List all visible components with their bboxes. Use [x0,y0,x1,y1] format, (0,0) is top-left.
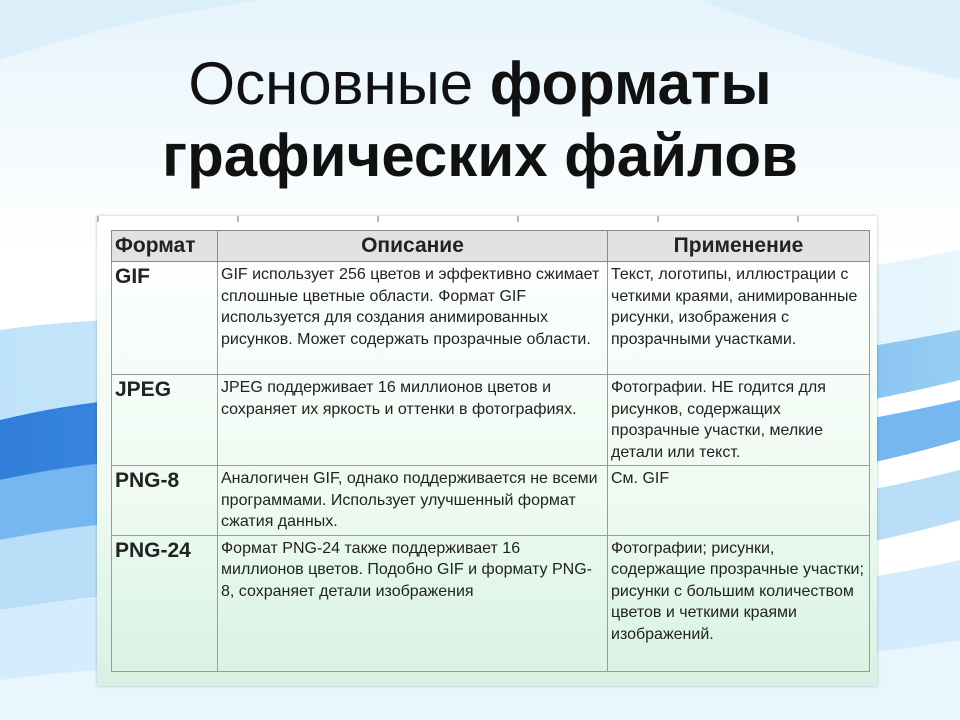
title-line-1 [0,48,960,120]
description-cell: Формат PNG-24 также поддерживает 16 миллионов цветов. Подобно GIF и формату PNG-8, сохраняет детали изображения [218,535,608,671]
application-cell: См. GIF [608,466,870,536]
table-header-row [112,231,870,262]
header-description: Описание [218,231,608,262]
table-row [112,466,870,536]
table-row [112,535,870,671]
formats-table [111,230,870,672]
slide-title [0,48,960,192]
table-panel [97,216,877,686]
format-cell: PNG-8 [112,466,218,536]
header-format: Формат [112,231,218,262]
description-cell: JPEG поддерживает 16 миллионов цветов и сохраняет их яркость и оттенки в фотографиях. [218,375,608,466]
application-cell: Текст, логотипы, иллюстрации с четкими краями, анимированные рисунки, изображения с прозрачными участками. [608,262,870,375]
title-line-2: графических файлов [162,122,798,189]
application-cell: Фотографии; рисунки, содержащие прозрачные участки; рисунки с большим количеством цветов и четкими краями изображений. [608,535,870,671]
panel-top-strip [97,216,877,222]
title-normal-part: Основные [188,50,474,117]
table-row [112,375,870,466]
header-application: Применение [608,231,870,262]
format-cell: PNG-24 [112,535,218,671]
table-row [112,262,870,375]
description-cell: GIF использует 256 цветов и эффективно сжимает сплошные цветные области. Формат GIF используется для создания анимированных рисунков. Может содержать прозрачные области. [218,262,608,375]
format-cell: JPEG [112,375,218,466]
title-bold-part: форматы [489,50,772,117]
application-cell: Фотографии. НЕ годится для рисунков, содержащих прозрачные участки, мелкие детали или текст. [608,375,870,466]
description-cell: Аналогичен GIF, однако поддерживается не всеми программами. Использует улучшенный формат сжатия данных. [218,466,608,536]
format-cell: GIF [112,262,218,375]
